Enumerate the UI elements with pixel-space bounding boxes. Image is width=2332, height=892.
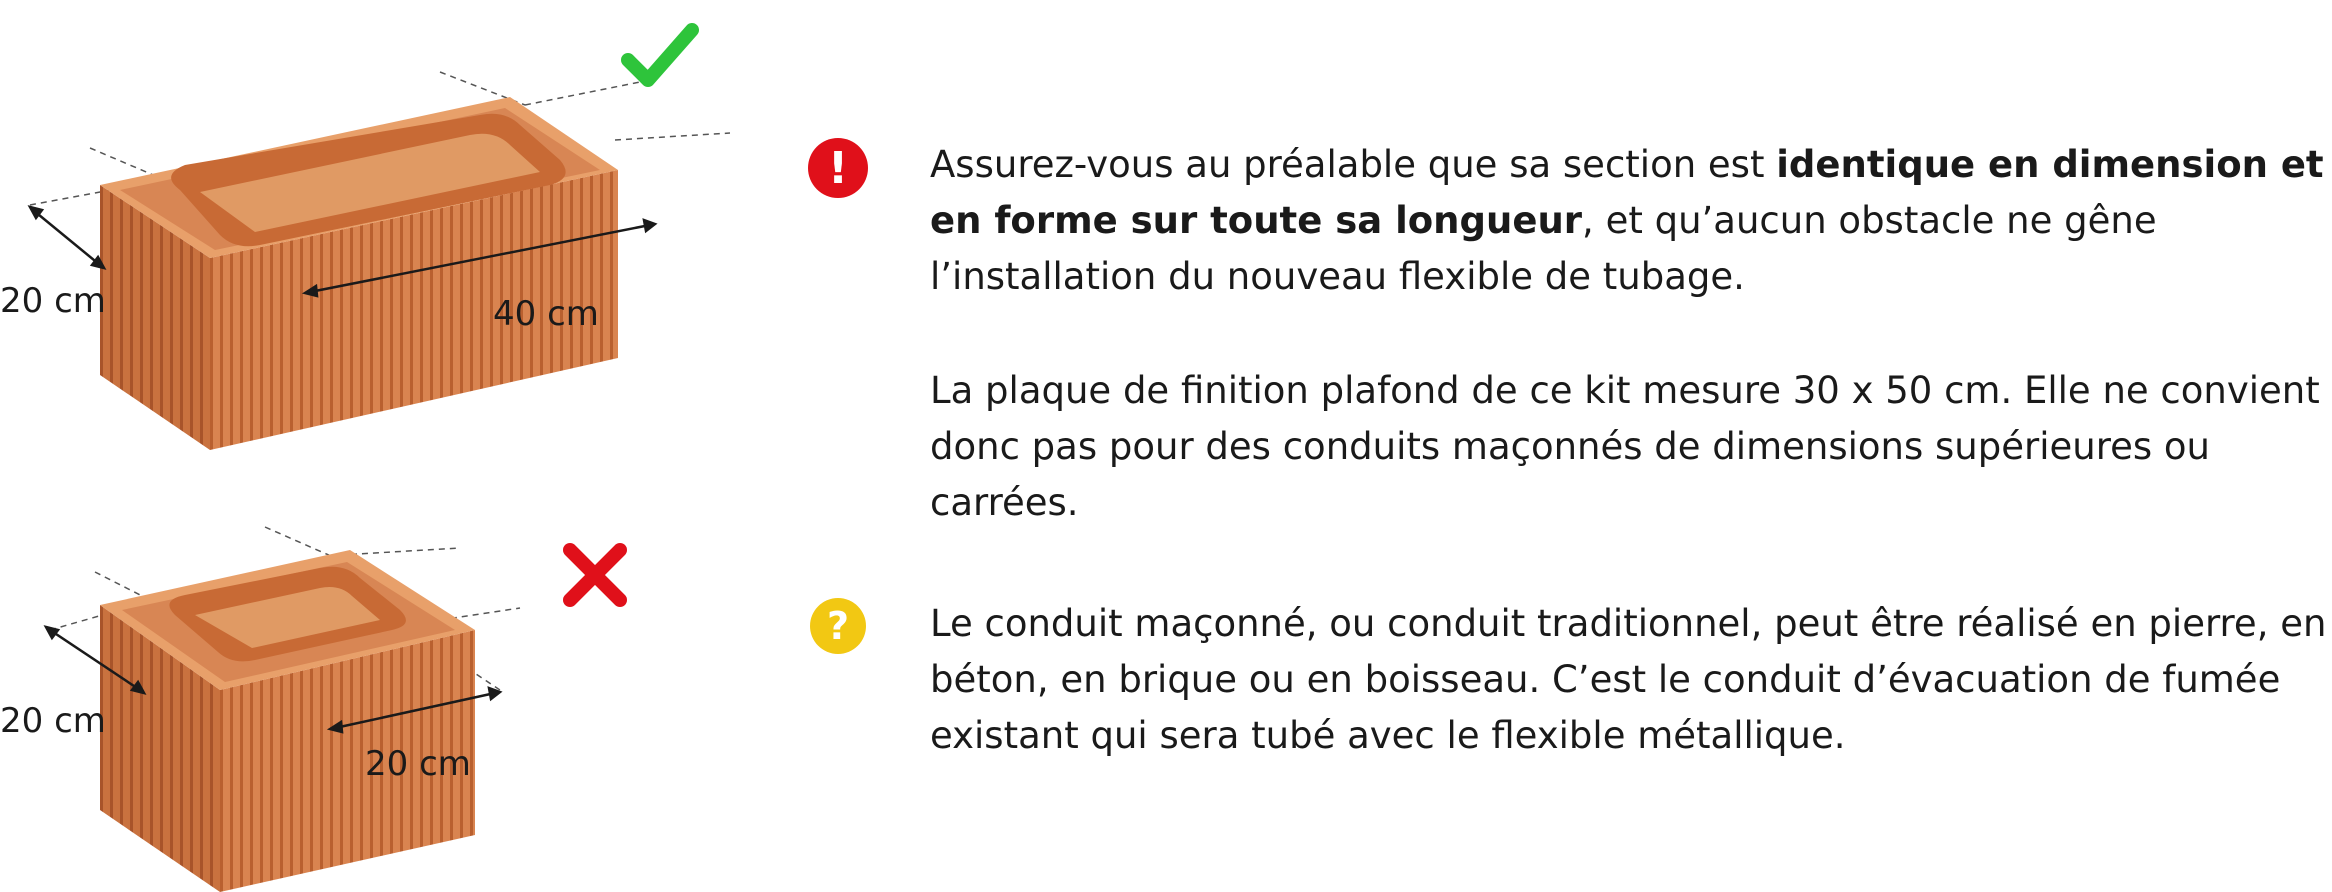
info-note: Le conduit maçonné, ou conduit traditionnel, peut être réalisé en pierre, en béton, en brique ou en boisseau. C’est le conduit d’évacuation de fumée existant qui sera tubé avec le flexible métallique. xyxy=(930,602,2327,757)
question-glyph: ? xyxy=(826,604,850,648)
bottom-length-label: 20 cm xyxy=(365,744,471,784)
exclamation-icon xyxy=(808,138,868,198)
exclamation-glyph: ! xyxy=(827,142,849,194)
top-length-label: 40 cm xyxy=(493,294,599,334)
question-icon xyxy=(810,598,866,654)
cross-icon xyxy=(570,550,620,600)
chimney-blocks-diagram xyxy=(0,0,760,892)
top-width-label: 20 cm xyxy=(0,281,106,321)
brick-block-square xyxy=(50,527,520,892)
plate-note: La plaque de finition plafond de ce kit mesure 30 x 50 cm. Elle ne convient donc pas pour des conduits maçonnés de dimensions supérieures ou carrées. xyxy=(930,369,2320,524)
warning-text-after: , et qu’aucun obstacle ne gêne l’installation du nouveau flexible de tubage. xyxy=(930,199,2157,298)
warning-note xyxy=(930,137,2330,305)
warning-text-bold: identique en dimension et en forme sur toute sa longueur xyxy=(930,143,2324,242)
check-icon xyxy=(628,30,692,80)
bottom-width-label: 20 cm xyxy=(0,701,106,741)
brick-block-rectangular xyxy=(30,72,730,450)
warning-text-before: Assurez-vous au préalable que sa section est xyxy=(930,143,1777,186)
